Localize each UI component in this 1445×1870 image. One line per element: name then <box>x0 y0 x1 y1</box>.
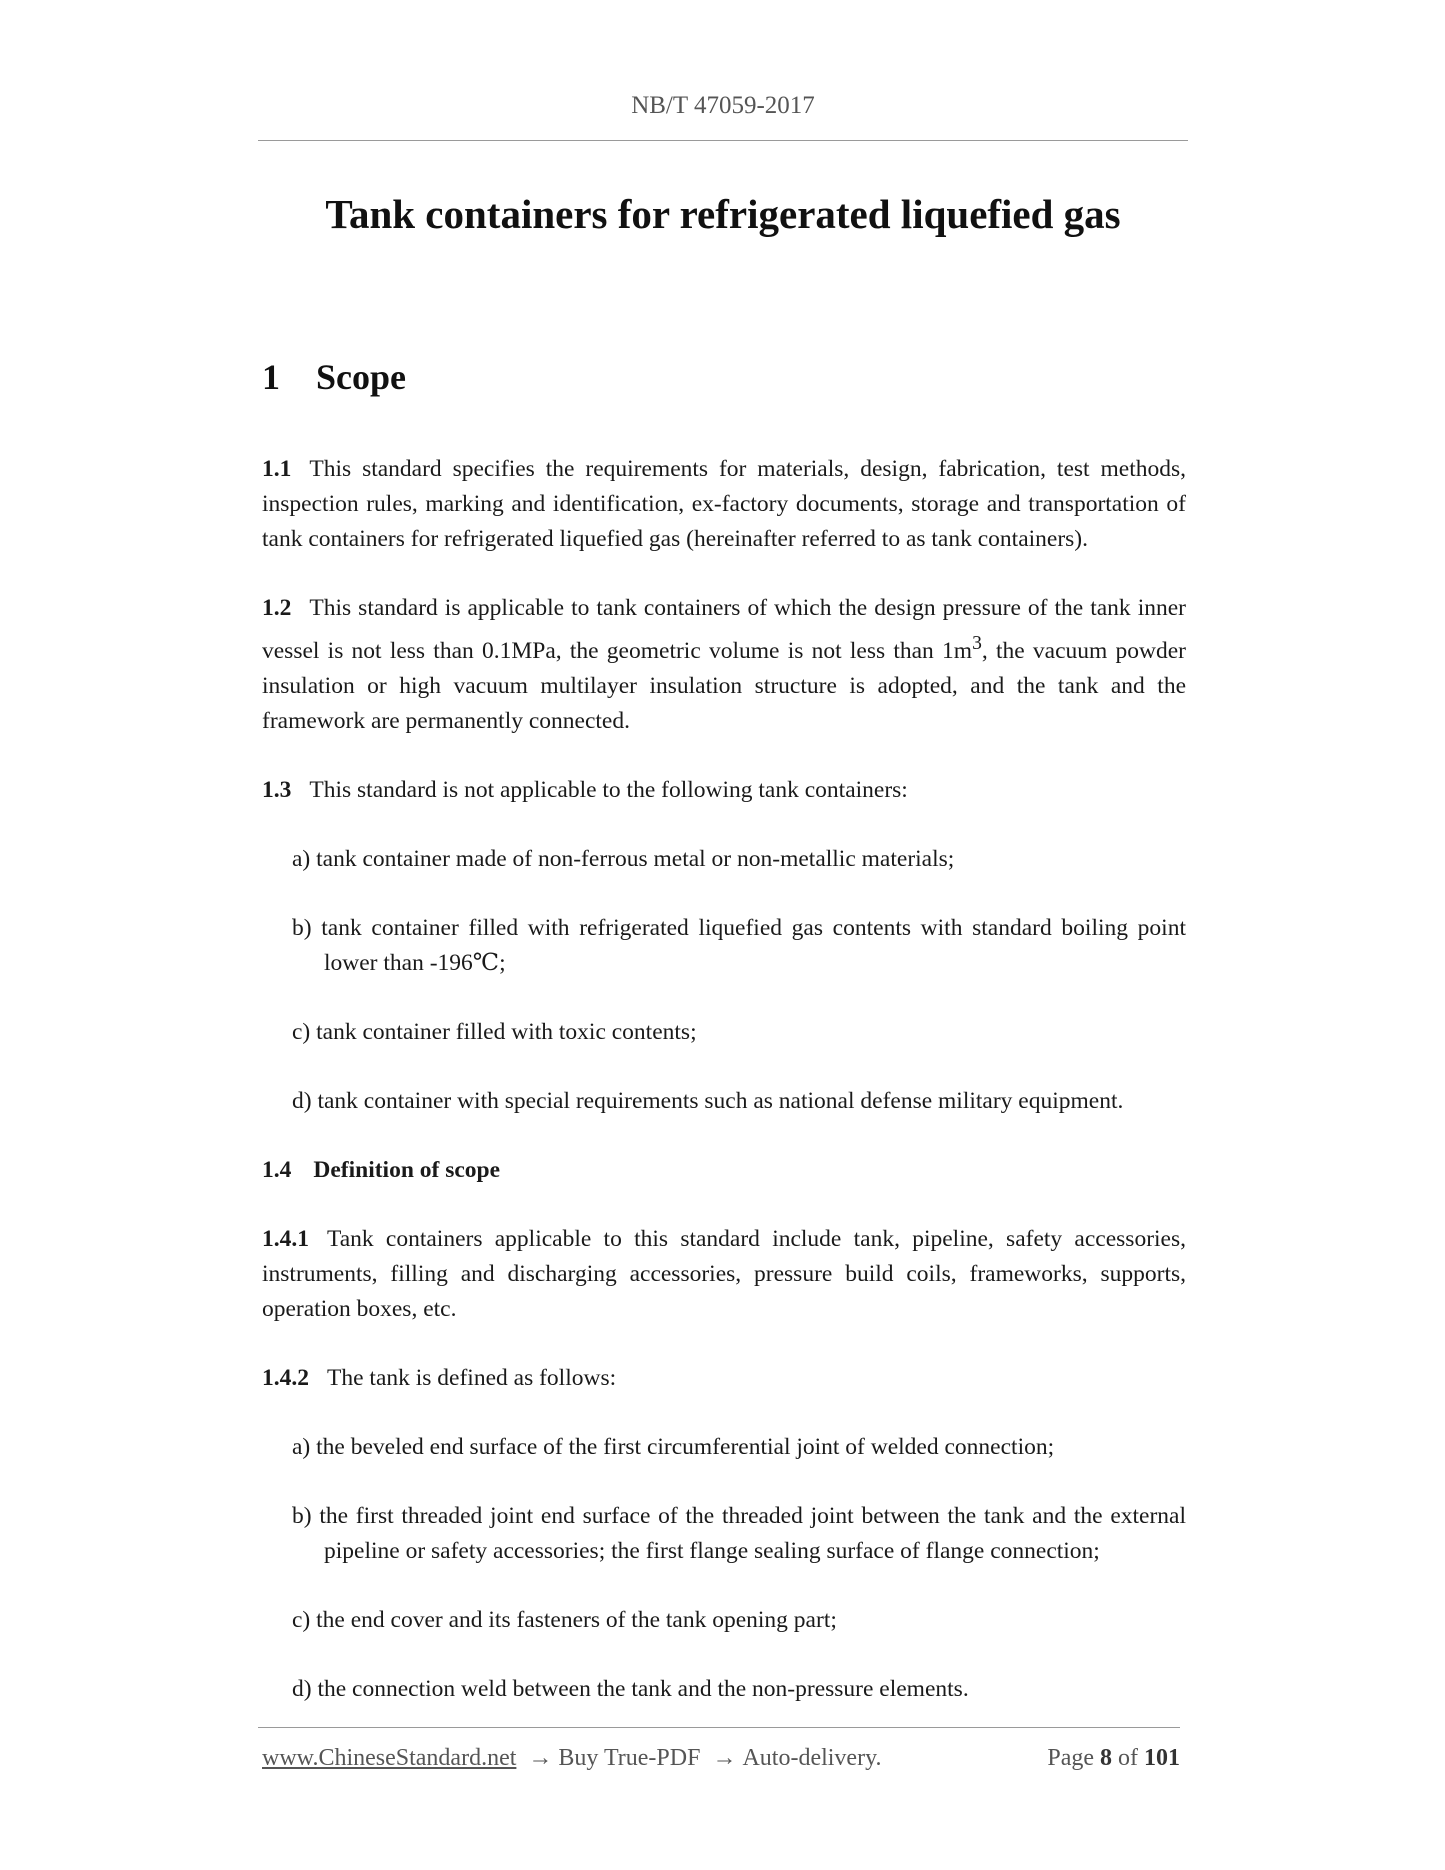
document-title: Tank containers for refrigerated liquefied gas <box>325 191 1121 237</box>
list-item: d) tank container with special requirements such as national defense military equipment. <box>292 1087 1124 1114</box>
footer-left <box>262 1745 882 1772</box>
buy-text: Buy True-PDF <box>558 1745 701 1771</box>
clause-text-continued: , the vacuum powder insulation or high vacuum multilayer insulation structure is adopted, and the tank and the framework are permanently connected. <box>262 637 1186 734</box>
section-title: Scope <box>316 357 406 397</box>
list-item: b) tank container filled with refrigerated liquefied gas contents with standard boiling point lower than -196℃; <box>292 914 1186 976</box>
site-link[interactable]: www.ChineseStandard.net <box>262 1745 517 1771</box>
clause-1-4-heading <box>262 1153 1186 1188</box>
clause-text: The tank is defined as follows: <box>327 1364 617 1391</box>
page-indicator <box>1047 1745 1180 1772</box>
list-item: b) the first threaded joint end surface of the threaded joint between the tank and the external pipeline or safety accessories; the first flange sealing surface of flange connection; <box>292 1502 1186 1564</box>
footer-divider <box>258 1727 1180 1728</box>
clause-1-3 <box>262 773 1186 808</box>
page-current: 8 <box>1100 1745 1112 1771</box>
list-item: a) tank container made of non-ferrous metal or non-metallic materials; <box>292 845 955 872</box>
clause-number: 1.1 <box>262 456 292 482</box>
of-label: of <box>1118 1745 1138 1771</box>
section-heading <box>262 356 406 398</box>
page-label: Page <box>1047 1745 1094 1771</box>
list-item: c) tank container filled with toxic contents; <box>292 1018 697 1045</box>
arrow-right-icon: → <box>528 1745 553 1771</box>
page-header-standard-code: NB/T 47059-2017 <box>631 92 815 119</box>
clause-number: 1.2 <box>262 595 292 621</box>
list-item: d) the connection weld between the tank and the non-pressure elements. <box>292 1675 969 1702</box>
list-item: c) the end cover and its fasteners of the tank opening part; <box>292 1606 837 1633</box>
section-body <box>262 452 1186 1741</box>
clause-text: This standard is applicable to tank containers of which the design pressure of the tank inner vessel is not less than 0.1MPa, the geometric volume is not less than 1m <box>262 595 1186 664</box>
clause-1-4-1 <box>262 1222 1186 1327</box>
page-footer <box>262 1745 1180 1772</box>
clause-text: This standard is not applicable to the following tank containers: <box>309 776 908 803</box>
clause-number: 1.4 <box>262 1156 292 1183</box>
clause-1-2 <box>262 591 1186 739</box>
clause-1-1 <box>262 452 1186 557</box>
header-divider <box>258 140 1188 141</box>
clause-number: 1.4.1 <box>262 1225 309 1252</box>
clause-1-4-2 <box>262 1361 1186 1396</box>
clause-number: 1.4.2 <box>262 1364 309 1391</box>
delivery-text: Auto-delivery. <box>742 1745 882 1771</box>
list-item: a) the beveled end surface of the first circumferential joint of welded connection; <box>292 1433 1055 1460</box>
superscript: 3 <box>972 633 982 654</box>
clause-text: Tank containers applicable to this standard include tank, pipeline, safety accessories, instruments, filling and discharging accessories, pressure build coils, frameworks, supports, operation boxes, etc. <box>262 1225 1186 1322</box>
clause-title: Definition of scope <box>313 1156 501 1183</box>
section-number: 1 <box>262 357 280 397</box>
clause-text: This standard specifies the requirements for materials, design, fabrication, test methods, inspection rules, marking and identification, ex-factory documents, storage and transportation of tank containers for refrigerated liquefied gas (hereinafter referred to as tank containers). <box>262 456 1186 552</box>
clause-number: 1.3 <box>262 776 292 803</box>
page-total: 101 <box>1144 1745 1180 1771</box>
arrow-right-icon: → <box>712 1745 737 1771</box>
